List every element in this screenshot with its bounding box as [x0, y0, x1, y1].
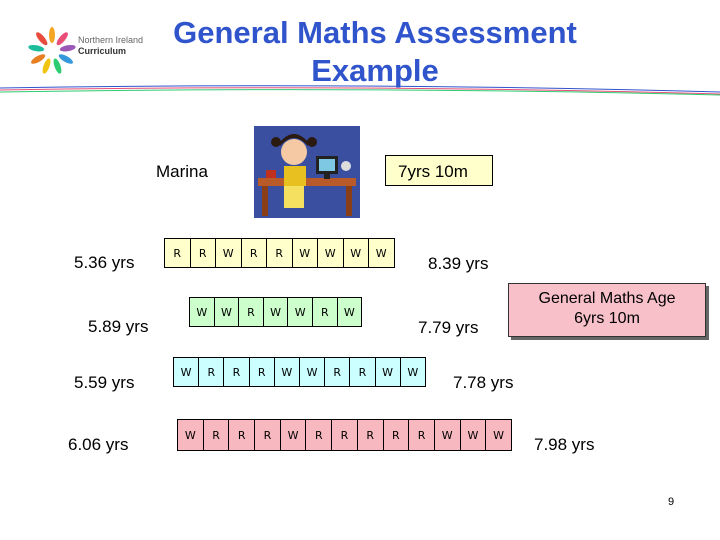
answer-cell: W: [299, 357, 325, 387]
row4-cells: [177, 419, 512, 451]
page-title: [140, 14, 610, 90]
row3-start-age: 5.59 yrs: [74, 373, 135, 392]
answer-cell: R: [190, 238, 217, 268]
answer-cell: W: [337, 297, 363, 327]
answer-cell: W: [173, 357, 199, 387]
answer-cell: R: [164, 238, 191, 268]
general-maths-age-box: [508, 283, 706, 337]
row4-end-age: 7.98 yrs: [534, 435, 595, 454]
page-number: 9: [668, 496, 675, 508]
answer-cell: W: [460, 419, 487, 451]
row2-start-age: 5.89 yrs: [88, 317, 149, 336]
answer-cell: W: [215, 238, 242, 268]
answer-cell: W: [343, 238, 370, 268]
logo-line1: Northern Ireland: [78, 35, 144, 45]
answer-cell: R: [357, 419, 384, 451]
answer-cell: W: [280, 419, 307, 451]
girl-at-computer-illustration: [254, 126, 360, 218]
answer-cell: W: [292, 238, 319, 268]
row3-end-age: 7.78 yrs: [453, 373, 514, 392]
answer-cell: R: [305, 419, 332, 451]
row1-start-age: 5.36 yrs: [74, 253, 135, 272]
chronological-age: 7yrs 10m: [398, 162, 468, 181]
answer-cell: R: [349, 357, 375, 387]
answer-cell: R: [408, 419, 435, 451]
answer-cell: W: [317, 238, 344, 268]
answer-cell: W: [400, 357, 426, 387]
answer-cell: R: [383, 419, 410, 451]
answer-cell: W: [177, 419, 204, 451]
answer-cell: W: [375, 357, 401, 387]
answer-cell: W: [189, 297, 215, 327]
general-maths-age-label: General Maths Age: [538, 290, 676, 307]
answer-cell: R: [324, 357, 350, 387]
row4-start-age: 6.06 yrs: [68, 435, 129, 454]
logo-text: [78, 35, 143, 57]
answer-cell: R: [238, 297, 264, 327]
chronological-age-box: [385, 155, 493, 186]
title-line1: General Maths Assessment: [173, 15, 577, 50]
row3-cells: [173, 357, 426, 387]
flower-logo-icon: [28, 22, 78, 80]
answer-cell: R: [241, 238, 268, 268]
answer-cell: R: [266, 238, 293, 268]
answer-cell: W: [263, 297, 289, 327]
general-maths-age-value: 6yrs 10m: [574, 310, 640, 327]
row1-cells: [164, 238, 395, 268]
answer-cell: W: [214, 297, 240, 327]
answer-cell: W: [274, 357, 300, 387]
header-divider: [0, 84, 720, 96]
row2-end-age: 7.79 yrs: [418, 318, 479, 337]
answer-cell: W: [485, 419, 512, 451]
answer-cell: R: [312, 297, 338, 327]
row1-end-age: 8.39 yrs: [428, 254, 489, 273]
answer-cell: R: [198, 357, 224, 387]
logo-line2: Curriculum: [78, 46, 127, 56]
answer-cell: W: [434, 419, 461, 451]
answer-cell: R: [249, 357, 275, 387]
answer-cell: W: [368, 238, 395, 268]
answer-cell: W: [287, 297, 313, 327]
student-name: Marina: [156, 162, 208, 181]
answer-cell: R: [203, 419, 230, 451]
answer-cell: R: [331, 419, 358, 451]
answer-cell: R: [228, 419, 255, 451]
title-line2: Example: [311, 53, 439, 88]
answer-cell: R: [254, 419, 281, 451]
answer-cell: R: [223, 357, 249, 387]
row2-cells: [189, 297, 362, 327]
